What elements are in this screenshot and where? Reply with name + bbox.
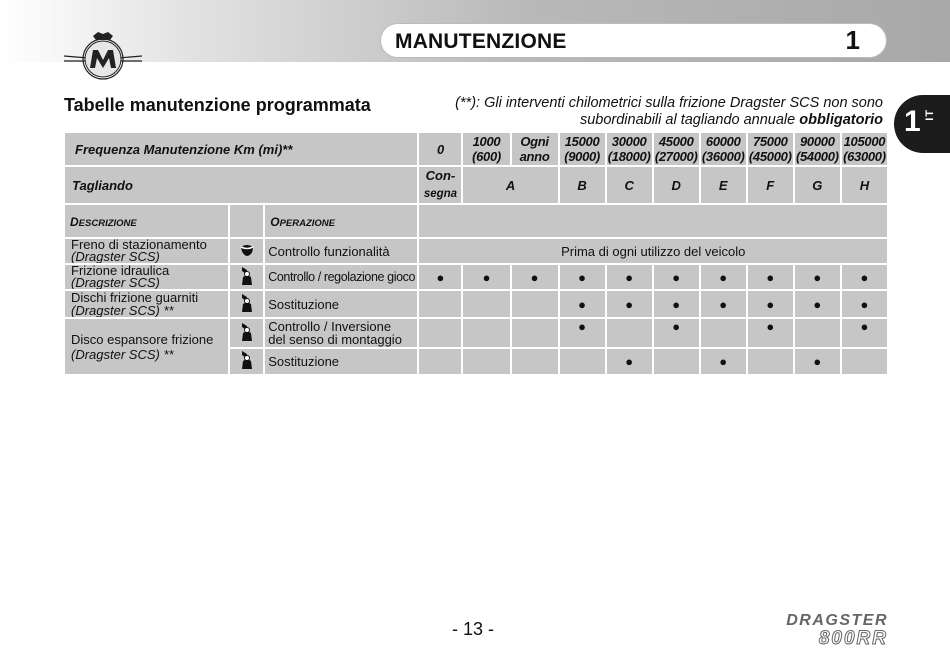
- page-number: - 13 -: [452, 619, 495, 639]
- frequency-label: Frequenza Manutenzione Km (mi)**: [65, 133, 417, 165]
- chapter-title: MANUTENZIONE: [395, 30, 567, 53]
- brand-model: 800RR: [818, 628, 888, 646]
- tab-language: IT: [924, 109, 936, 121]
- row-operation: Controllo / regolazione gioco: [265, 265, 417, 289]
- mark: ●: [654, 319, 699, 347]
- mark: [654, 349, 699, 374]
- tab-number: 1: [904, 105, 921, 138]
- section-title: Tabelle manutenzione programmata: [64, 95, 371, 115]
- mv-agusta-logo: [60, 28, 146, 90]
- km-cell: 30000 (18000): [607, 134, 651, 164]
- service-letter: C: [607, 167, 652, 203]
- mark: ●: [842, 291, 887, 317]
- mechanic-icon: [230, 319, 263, 347]
- mark: ●: [701, 265, 746, 289]
- table-row: [65, 239, 887, 263]
- mark: [463, 319, 509, 347]
- km-cell: 60000 (36000): [701, 134, 745, 164]
- footnote-bold: obbligatorio: [799, 112, 883, 128]
- mark: ●: [560, 319, 605, 347]
- mechanic-icon: [230, 291, 263, 317]
- service-letter: E: [701, 167, 746, 203]
- description-header: DESCRIZIONE: [65, 205, 228, 237]
- mark: ●: [419, 265, 461, 289]
- chapter-number: 1: [845, 25, 860, 55]
- owner-check-icon: [230, 239, 263, 263]
- column-header-row: [65, 205, 887, 237]
- frequency-row: [65, 133, 887, 165]
- km-cell: 15000 (9000): [560, 133, 605, 165]
- mark: ●: [842, 319, 887, 347]
- chapter-title-bar: [381, 24, 886, 57]
- mark: [512, 349, 558, 374]
- service-letter: B: [560, 167, 605, 203]
- mark: ●: [560, 291, 605, 317]
- row-description: Dischi frizione guarniti (Dragster SCS) **: [65, 291, 228, 317]
- km-cell: 75000 (45000): [748, 134, 792, 164]
- service-letter: G: [795, 167, 840, 203]
- brand-word: DRAGSTER: [786, 612, 888, 629]
- mark: [701, 319, 746, 347]
- mark: ●: [654, 265, 699, 289]
- mark: [463, 349, 509, 374]
- mark: ●: [654, 291, 699, 317]
- footnote-line1: (**): Gli interventi chilometrici sulla frizione Dragster SCS non sono: [455, 95, 883, 111]
- service-letter: H: [842, 167, 887, 203]
- mark: ●: [512, 265, 558, 289]
- km-cell: 1000 (600): [463, 133, 509, 165]
- mark: [463, 291, 509, 317]
- mark: ●: [701, 349, 746, 374]
- mark: [419, 349, 461, 374]
- mark: [560, 349, 605, 374]
- mark: ●: [842, 265, 887, 289]
- km-cell: 90000 (54000): [795, 134, 839, 164]
- service-row: [65, 167, 887, 203]
- row-operation: Controllo / Inversione del senso di montaggio: [265, 319, 417, 347]
- service-consegna: Con- segna: [419, 167, 461, 203]
- dragster-800rr-logo: [712, 610, 890, 646]
- row-operation: Controllo funzionalità: [265, 239, 417, 263]
- mark: ●: [748, 319, 793, 347]
- row-description: Frizione idraulica (Dragster SCS): [65, 265, 228, 289]
- language-tab: [894, 95, 950, 153]
- operation-header: OPERAZIONE: [265, 205, 417, 237]
- schedule-header: [419, 205, 887, 237]
- table-row: [65, 265, 887, 289]
- mechanic-icon: [230, 349, 263, 374]
- mark: ●: [795, 349, 840, 374]
- mark: [419, 319, 461, 347]
- mark: ●: [560, 265, 605, 289]
- km-cell: 0: [419, 133, 461, 165]
- mark: [842, 349, 887, 374]
- table-row: [65, 319, 887, 347]
- mark: ●: [701, 291, 746, 317]
- mark: ●: [795, 291, 840, 317]
- km-cell: 45000 (27000): [654, 134, 698, 164]
- mark: ●: [748, 291, 793, 317]
- icon-header: [230, 205, 263, 237]
- km-cell: Ogni anno: [512, 133, 558, 165]
- mechanic-icon: [230, 265, 263, 289]
- mark: ●: [795, 265, 840, 289]
- mark: ●: [607, 349, 652, 374]
- service-letter: F: [748, 167, 793, 203]
- row-operation: Sostituzione: [265, 349, 417, 374]
- mark: [419, 291, 461, 317]
- km-cell: 105000 (63000): [843, 134, 886, 164]
- row-span-note: Prima di ogni utilizzo del veicolo: [419, 239, 887, 263]
- row-operation: Sostituzione: [265, 291, 417, 317]
- footnote-line2: subordinabili al tagliando annuale: [579, 112, 796, 128]
- table-row: [65, 291, 887, 317]
- service-letter: A: [463, 167, 557, 203]
- mark: [795, 319, 840, 347]
- maintenance-table: [63, 131, 889, 376]
- mark: [748, 349, 793, 374]
- mark: ●: [748, 265, 793, 289]
- service-label: Tagliando: [65, 167, 417, 203]
- row-description: Disco espansore frizione (Dragster SCS) **: [65, 319, 228, 374]
- mark: ●: [463, 265, 509, 289]
- mark: [512, 291, 558, 317]
- mark: ●: [607, 265, 652, 289]
- footnote: [400, 95, 883, 129]
- row-description: Freno di stazionamento (Dragster SCS): [65, 239, 228, 263]
- service-letter: D: [654, 167, 699, 203]
- mark: [607, 319, 652, 347]
- mark: ●: [607, 291, 652, 317]
- mark: [512, 319, 558, 347]
